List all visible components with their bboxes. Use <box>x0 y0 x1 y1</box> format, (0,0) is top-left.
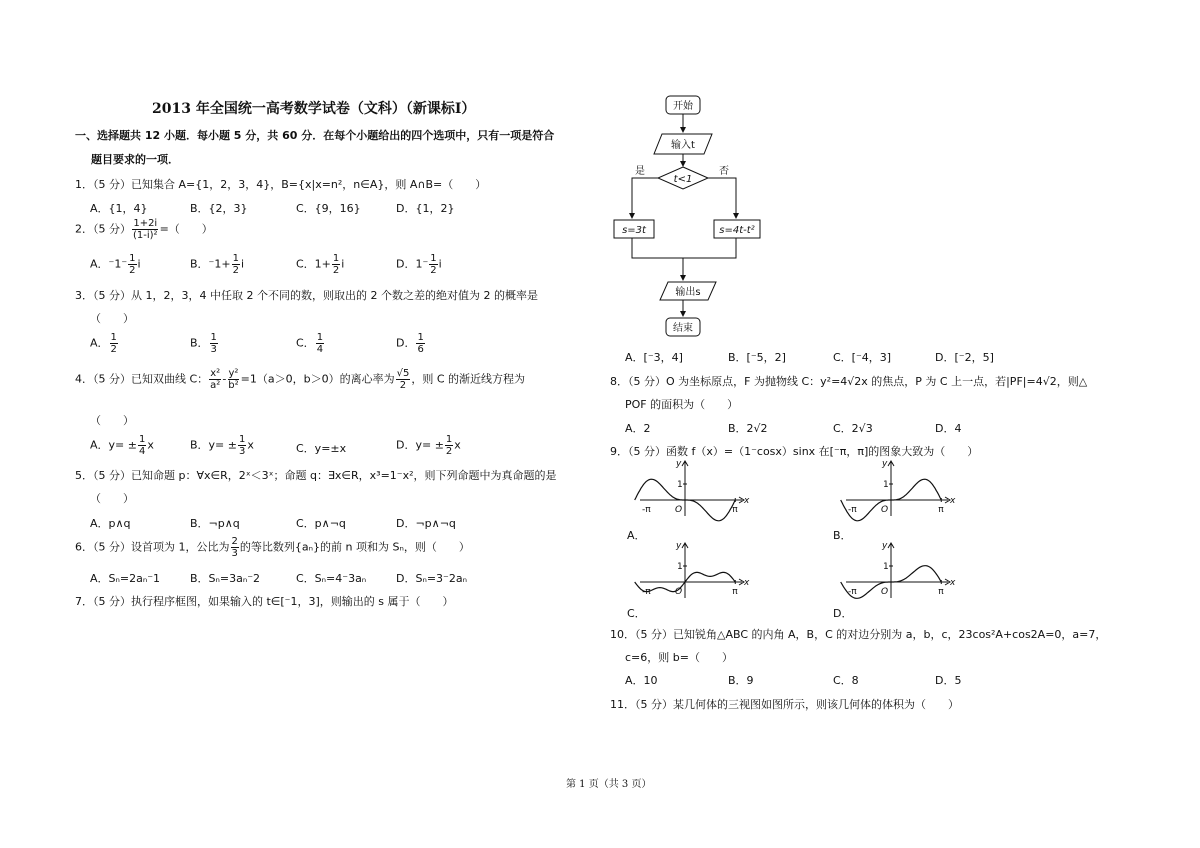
q4-option-c: C．y=±x <box>296 442 347 455</box>
q2-a-post: i <box>137 257 141 271</box>
q6-pre: 6．（5 分）设首项为 1，公比为 <box>75 540 230 554</box>
q8-stem-line1: 8．（5 分）O 为坐标原点，F 为抛物线 C：y²=4√2x 的焦点，P 为 C 上一点，若|PF|=4√2，则△ <box>610 375 1088 388</box>
q6-frac <box>231 536 239 559</box>
q4-minus: - <box>222 372 227 386</box>
q3-d-frac <box>416 332 424 355</box>
q4-x-den: a² <box>210 380 221 391</box>
q9-graph-a <box>630 458 750 522</box>
q2-suffix: =（ ） <box>159 222 213 236</box>
q1-stem: 1．（5 分）已知集合 A={1，2，3，4}，B={x|x=n²，n∈A}，则 A∩B=（ ） <box>75 178 487 191</box>
q3-paren: （ ） <box>90 312 134 325</box>
q4-post2: ，则 C 的渐近线方程为 <box>411 372 526 386</box>
q3-b-frac <box>210 332 218 355</box>
q2-a-frac <box>128 253 136 276</box>
q4-b-num: 1 <box>239 434 246 445</box>
q4-y-num: y² <box>228 368 239 379</box>
q3-option-c <box>296 332 325 355</box>
q3-c-pre: C． <box>296 336 315 350</box>
q4-pre: 4．（5 分）已知双曲线 C： <box>75 372 209 386</box>
q6-option-d: D．Sₙ=3⁻2aₙ <box>396 572 467 585</box>
q2-c-num: 1 <box>332 253 340 264</box>
q2-d-pre: D．1⁻ <box>396 257 429 271</box>
q2-a-den: 2 <box>129 265 136 276</box>
q2-c-den: 2 <box>332 265 340 276</box>
q5-option-c: C．p∧¬q <box>296 517 346 530</box>
q3-a-num: 1 <box>110 332 117 343</box>
q11-stem: 11．（5 分）某几何体的三视图如图所示，则该几何体的体积为（ ） <box>610 698 959 711</box>
graph-y-label: y <box>676 541 682 551</box>
graph-pi-label: π <box>732 505 738 515</box>
flow-no-text: 否 <box>719 166 729 177</box>
q2-a-pre: A．⁻1⁻ <box>90 257 128 271</box>
q10-option-c: C．8 <box>833 674 859 687</box>
q1-option-b: B．{2，3} <box>190 202 248 215</box>
q9-option-a: A． <box>627 529 646 542</box>
q2-b-num: 1 <box>232 253 239 264</box>
q4-y-frac <box>227 368 239 391</box>
q4-b-den: 3 <box>239 446 246 457</box>
flow-end-text: 结束 <box>673 323 693 334</box>
graph-y-label: y <box>882 459 888 469</box>
graph-origin-label: O <box>881 505 889 515</box>
flow-output-text: 输出s <box>675 287 701 298</box>
graph-neg-pi-label: -π <box>848 587 857 597</box>
q3-c-num: 1 <box>316 332 324 343</box>
graph-neg-pi-label: -π <box>848 505 857 515</box>
q3-d-pre: D． <box>396 336 416 350</box>
q8-option-a: A．2 <box>625 422 651 435</box>
graph-one-label: 1 <box>883 562 889 572</box>
q3-stem: 3．（5 分）从 1，2，3，4 中任取 2 个不同的数，则取出的 2 个数之差的绝对值为 2 的概率是 <box>75 289 538 302</box>
q5-option-a: A．p∧q <box>90 517 131 530</box>
q9-graph-b <box>836 458 956 522</box>
q3-b-pre: B． <box>190 336 209 350</box>
q9-graph-d <box>836 540 956 604</box>
paper-title: 2013 年全国统一高考数学试卷（文科）（新课标Ⅰ） <box>152 101 476 117</box>
q3-b-num: 1 <box>210 332 217 343</box>
q4-e-num: √5 <box>396 368 410 379</box>
q9-option-b: B． <box>833 529 852 542</box>
q2-c-pre: C．1+ <box>296 257 331 271</box>
q3-d-num: 1 <box>417 332 424 343</box>
q10-option-a: A．10 <box>625 674 658 687</box>
q7-option-a: A．[⁻3，4] <box>625 351 683 364</box>
q4-a-den: 4 <box>138 446 146 457</box>
graph-x-label: x <box>744 496 750 506</box>
q5-paren: （ ） <box>90 492 134 505</box>
graph-origin-label: O <box>881 587 889 597</box>
q6-post: 的等比数列{aₙ}的前 n 项和为 Sₙ，则（ ） <box>239 540 470 554</box>
section-heading-line1: 一、选择题共 12 小题．每小题 5 分，共 60 分．在每个小题给出的四个选项中，只有一项是符合 <box>75 129 555 142</box>
q3-option-a <box>90 332 119 355</box>
graph-one-label: 1 <box>883 480 889 490</box>
q2-numerator: 1+2i <box>133 218 158 229</box>
q2-fraction <box>132 218 159 241</box>
q6-den: 3 <box>231 548 238 559</box>
q3-b-den: 3 <box>210 344 217 355</box>
q2-option-d <box>396 253 442 276</box>
q3-a-pre: A． <box>90 336 109 350</box>
flow-right-text: s=4t-t² <box>719 225 755 236</box>
flow-start-text: 开始 <box>673 101 693 112</box>
flow-yes-text: 是 <box>635 166 645 177</box>
q4-option-a <box>90 434 154 457</box>
q6-num: 2 <box>231 536 238 547</box>
q4-e-den: 2 <box>399 380 407 391</box>
q4-x-num: x² <box>210 368 221 379</box>
q3-a-frac <box>110 332 118 355</box>
q2-d-frac <box>429 253 437 276</box>
q9-graph-c <box>630 540 750 604</box>
q9-option-d: D． <box>833 607 853 620</box>
q4-b-frac <box>238 434 246 457</box>
flow-left-text: s=3t <box>622 225 646 236</box>
graph-neg-pi-label: -π <box>642 587 651 597</box>
q4-x-frac <box>209 368 221 391</box>
q2-option-b <box>190 253 244 276</box>
q10-option-d: D．5 <box>935 674 962 687</box>
q1-option-c: C．{9，16} <box>296 202 361 215</box>
q4-y-den: b² <box>228 380 239 391</box>
q8-option-b: B．2√2 <box>728 422 768 435</box>
q4-d-frac <box>445 434 453 457</box>
q3-c-den: 4 <box>316 344 324 355</box>
q7-option-b: B．[⁻5，2] <box>728 351 786 364</box>
q4-b-post: x <box>247 438 254 452</box>
q10-stem-line2: c=6，则 b=（ ） <box>625 651 733 664</box>
flow-cond-text: t<1 <box>673 174 693 185</box>
q2-b-den: 2 <box>232 265 239 276</box>
graph-one-label: 1 <box>677 480 683 490</box>
q2-b-pre: B．⁻1+ <box>190 257 231 271</box>
q2-b-post: i <box>240 257 245 271</box>
q3-d-den: 6 <box>417 344 424 355</box>
q2-c-post: i <box>341 257 345 271</box>
q3-a-den: 2 <box>110 344 117 355</box>
graph-y-label: y <box>882 541 888 551</box>
q2-d-num: 1 <box>430 253 437 264</box>
q6-stem <box>75 536 470 559</box>
graph-pi-label: π <box>732 587 738 597</box>
q2-a-num: 1 <box>129 253 136 264</box>
q5-option-d: D．¬p∧¬q <box>396 517 456 530</box>
q4-d-den: 2 <box>445 446 453 457</box>
graph-x-label: x <box>744 578 750 588</box>
q2-stem <box>75 218 213 241</box>
q4-stem <box>75 368 525 391</box>
graph-x-label: x <box>950 496 956 506</box>
q8-stem-line2: POF 的面积为（ ） <box>625 398 739 411</box>
q3-option-d <box>396 332 426 355</box>
q4-a-num: 1 <box>138 434 146 445</box>
graph-origin-label: O <box>675 587 683 597</box>
q4-option-d <box>396 434 461 457</box>
q4-a-frac <box>138 434 146 457</box>
q2-c-frac <box>332 253 340 276</box>
q8-option-c: C．2√3 <box>833 422 873 435</box>
q9-option-c: C． <box>627 607 646 620</box>
q7-option-c: C．[⁻4，3] <box>833 351 892 364</box>
q4-option-b <box>190 434 254 457</box>
q6-option-a: A．Sₙ=2aₙ⁻1 <box>90 572 161 585</box>
q7-stem: 7．（5 分）执行程序框图，如果输入的 t∈[⁻1，3]，则输出的 s 属于（ ） <box>75 595 454 608</box>
q10-stem-line1: 10．（5 分）已知锐角△ABC 的内角 A，B，C 的对边分别为 a，b，c，23cos²A+cos2A=0，a=7， <box>610 628 1107 641</box>
q2-denominator: (1-i)² <box>133 230 158 241</box>
q8-option-d: D．4 <box>935 422 962 435</box>
q4-a-pre: A．y= ± <box>90 438 137 452</box>
program-flowchart <box>600 88 780 340</box>
q4-post1: =1（a＞0，b＞0）的离心率为 <box>240 372 395 386</box>
q3-c-frac <box>316 332 324 355</box>
q4-a-post: x <box>147 438 154 452</box>
graph-x-label: x <box>950 578 956 588</box>
section-heading-line2: 题目要求的一项． <box>91 153 179 166</box>
graph-y-label: y <box>676 459 682 469</box>
q3-option-b <box>190 332 219 355</box>
q4-d-num: 1 <box>445 434 453 445</box>
q6-option-c: C．Sₙ=4⁻3aₙ <box>296 572 367 585</box>
q10-option-b: B．9 <box>728 674 754 687</box>
page-footer: 第 1 页（共 3 页） <box>566 779 652 790</box>
q7-option-d: D．[⁻2，5] <box>935 351 994 364</box>
q5-stem: 5．（5 分）已知命题 p：∀x∈R，2ˣ＜3ˣ；命题 q：∃x∈R，x³=1⁻x²，则下列命题中为真命题的是 <box>75 469 557 482</box>
q4-b-pre: B．y= ± <box>190 438 237 452</box>
q2-b-frac <box>232 253 240 276</box>
q9-stem: 9．（5 分）函数 f（x）=（1⁻cosx）sinx 在[⁻π，π]的图象大致为（ ） <box>610 445 979 458</box>
q4-d-pre: D．y= ± <box>396 438 444 452</box>
graph-origin-label: O <box>675 505 683 515</box>
flow-input-text: 输入t <box>671 140 695 151</box>
q2-prefix: 2．（5 分） <box>75 222 131 236</box>
q5-option-b: B．¬p∧q <box>190 517 240 530</box>
q4-d-post: x <box>454 438 461 452</box>
graph-pi-label: π <box>938 505 944 515</box>
q2-d-den: 2 <box>430 265 437 276</box>
q1-option-a: A．{1，4} <box>90 202 148 215</box>
q2-option-a <box>90 253 141 276</box>
q6-option-b: B．Sₙ=3aₙ⁻2 <box>190 572 261 585</box>
graph-one-label: 1 <box>677 562 683 572</box>
q1-option-d: D．{1，2} <box>396 202 455 215</box>
graph-pi-label: π <box>938 587 944 597</box>
graph-neg-pi-label: -π <box>642 505 651 515</box>
q2-option-c <box>296 253 344 276</box>
q4-e-frac <box>396 368 411 391</box>
q2-d-post: i <box>438 257 442 271</box>
q4-paren: （ ） <box>90 414 134 427</box>
